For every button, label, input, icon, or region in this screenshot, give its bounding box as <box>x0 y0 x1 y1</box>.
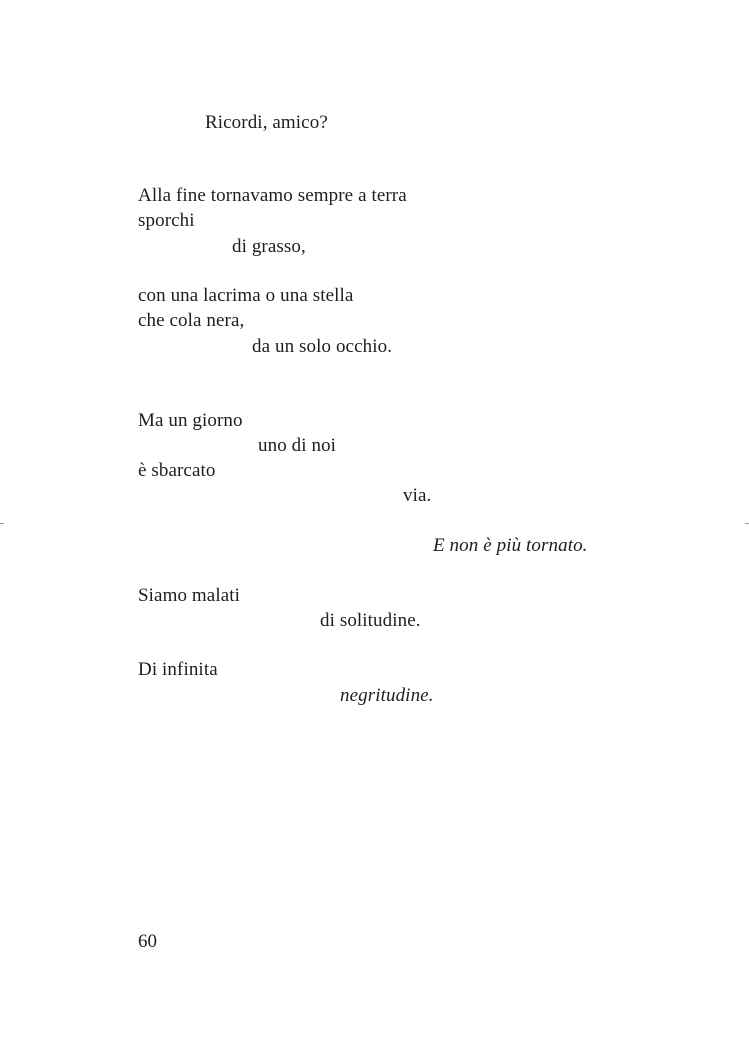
poem-line-6: da un solo occhio. <box>252 336 393 357</box>
poem-line-14: Di infinita <box>138 659 218 680</box>
poem-line-8: uno di noi <box>258 435 337 456</box>
poem-line-4: con una lacrima o una stella <box>138 285 354 306</box>
poem-line-13: di solitudine. <box>320 610 421 631</box>
poem-line-2: sporchi <box>138 210 195 231</box>
left-crop-mark <box>0 523 4 524</box>
poem-line-1: Alla fine tornavamo sempre a terra <box>138 185 407 206</box>
poem-line-3: di grasso, <box>232 236 306 257</box>
page-number: 60 <box>138 931 157 952</box>
poem-line-9: è sbarcato <box>138 460 216 481</box>
poem-line-12: Siamo malati <box>138 585 240 606</box>
poem-line-5: che cola nera, <box>138 310 245 331</box>
poem-line-10: via. <box>403 485 432 506</box>
right-crop-mark <box>745 523 749 524</box>
poem-line-7: Ma un giorno <box>138 410 243 431</box>
poem-line-11: E non è più tornato. <box>433 535 588 556</box>
poem-title: Ricordi, amico? <box>205 112 328 133</box>
poem-line-15: negritudine. <box>340 685 434 706</box>
